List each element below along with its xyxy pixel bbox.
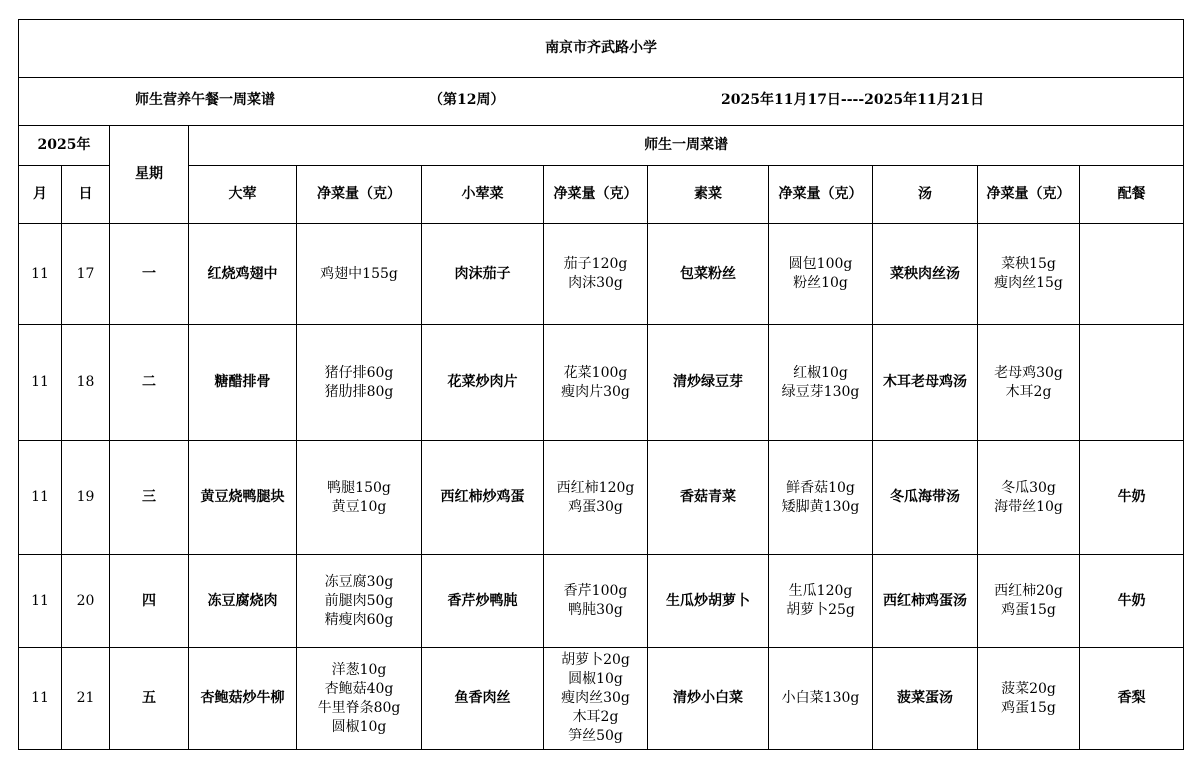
small-meat-qty-cell-line: 木耳2g [572, 709, 619, 725]
main-meat-qty-cell-line: 洋葱10g [331, 661, 387, 678]
veg-cell: 香菇青菜 [648, 441, 769, 555]
table-row [19, 325, 1184, 441]
week-number: （第12周） [429, 92, 505, 108]
soup-qty-cell [978, 441, 1080, 555]
small-meat-qty-cell-line: 鸡蛋30g [568, 498, 623, 515]
soup-qty-cell-line: 木耳2g [1005, 383, 1052, 400]
day-cell: 19 [62, 441, 110, 555]
soup-cell: 木耳老母鸡汤 [873, 325, 978, 441]
menu-title: 师生营养午餐一周菜谱 [135, 92, 275, 108]
weekday-cell: 一 [110, 224, 189, 325]
month-cell: 11 [19, 555, 62, 648]
col-header-small-meat-qty: 净菜量（克） [544, 166, 648, 224]
small-meat-qty-cell-line: 西红柿120g [556, 479, 635, 496]
col-header-main-meat: 大荤 [189, 166, 297, 224]
soup-cell: 菠菜蛋汤 [873, 648, 978, 750]
small-meat-cell: 肉沫茄子 [422, 224, 544, 325]
header-row-1 [19, 126, 1184, 166]
col-header-soup: 汤 [873, 166, 978, 224]
small-meat-qty-cell [544, 224, 648, 325]
main-meat-qty-cell-line: 杏鲍菇40g [324, 680, 394, 697]
veg-qty-cell [769, 648, 873, 750]
main-meat-cell: 杏鲍菇炒牛柳 [189, 648, 297, 750]
month-cell: 11 [19, 224, 62, 325]
side-dish-cell: 牛奶 [1080, 441, 1184, 555]
soup-qty-cell [978, 325, 1080, 441]
side-dish-cell [1080, 325, 1184, 441]
veg-qty-cell-line: 红椒10g [793, 364, 848, 381]
veg-qty-cell-line: 胡萝卜25g [786, 602, 855, 618]
month-cell: 11 [19, 648, 62, 750]
school-row [19, 20, 1184, 78]
small-meat-qty-cell-line: 笋丝50g [568, 728, 623, 744]
soup-qty-cell [978, 555, 1080, 648]
col-header-soup-qty: 净菜量（克） [978, 166, 1080, 224]
veg-qty-cell-line: 鲜香菇10g [786, 479, 855, 496]
weekday-cell: 三 [110, 441, 189, 555]
veg-cell: 清炒小白菜 [648, 648, 769, 750]
day-cell: 20 [62, 555, 110, 648]
col-header-side: 配餐 [1080, 166, 1184, 224]
soup-qty-cell-line: 海带丝10g [994, 498, 1063, 515]
main-meat-qty-cell-line: 鸡翅中155g [320, 265, 398, 282]
small-meat-cell: 花菜炒肉片 [422, 325, 544, 441]
col-header-veg-qty: 净菜量（克） [769, 166, 873, 224]
veg-qty-cell [769, 224, 873, 325]
soup-qty-cell-line: 鸡蛋15g [1001, 602, 1056, 618]
veg-cell: 清炒绿豆芽 [648, 325, 769, 441]
side-dish-cell: 香梨 [1080, 648, 1184, 750]
main-meat-qty-cell-line: 黄豆10g [331, 498, 387, 515]
subtitle-row [19, 78, 1184, 126]
veg-qty-cell-line: 生瓜120g [788, 583, 853, 599]
soup-cell: 西红柿鸡蛋汤 [873, 555, 978, 648]
main-meat-qty-cell [297, 648, 422, 750]
main-meat-qty-cell-line: 牛里脊条80g [317, 699, 401, 716]
col-header-main-meat-qty: 净菜量（克） [297, 166, 422, 224]
small-meat-cell: 鱼香肉丝 [422, 648, 544, 750]
small-meat-qty-cell-line: 胡萝卜20g [561, 652, 630, 668]
col-header-small-meat: 小荤菜 [422, 166, 544, 224]
main-meat-cell: 糖醋排骨 [189, 325, 297, 441]
side-dish-cell [1080, 224, 1184, 325]
date-range: 2025年11月17日----2025年11月21日 [721, 92, 985, 108]
main-meat-qty-cell [297, 325, 422, 441]
veg-qty-cell [769, 441, 873, 555]
soup-qty-cell [978, 648, 1080, 750]
veg-qty-cell-line: 小白菜130g [781, 690, 860, 706]
soup-qty-cell-line: 菠菜20g [1001, 680, 1056, 697]
small-meat-qty-cell-line: 瘦肉片30g [561, 383, 630, 400]
small-meat-qty-cell-line: 圆椒10g [568, 671, 623, 687]
main-meat-qty-cell [297, 224, 422, 325]
soup-qty-cell-line: 西红柿20g [994, 583, 1063, 599]
day-header: 日 [62, 166, 110, 224]
subtitle-cell [19, 78, 1184, 126]
small-meat-cell: 香芹炒鸭肫 [422, 555, 544, 648]
soup-cell: 冬瓜海带汤 [873, 441, 978, 555]
veg-qty-cell-line: 圆包100g [788, 256, 853, 272]
main-meat-qty-cell [297, 441, 422, 555]
year-header: 2025年 [19, 126, 110, 166]
day-cell: 21 [62, 648, 110, 750]
soup-qty-cell-line: 鸡蛋15g [1001, 699, 1056, 716]
table-row [19, 441, 1184, 555]
table-row [19, 555, 1184, 648]
weekday-header: 星期 [110, 126, 189, 224]
main-meat-qty-cell-line: 冻豆腐30g [324, 573, 394, 590]
veg-qty-cell [769, 325, 873, 441]
small-meat-qty-cell-line: 香芹100g [563, 583, 628, 599]
small-meat-qty-cell-line: 茄子120g [563, 256, 628, 272]
main-meat-qty-cell-line: 猪仔排60g [324, 364, 394, 381]
soup-qty-cell-line: 老母鸡30g [994, 364, 1063, 381]
table-row [19, 648, 1184, 750]
veg-qty-cell-line: 粉丝10g [793, 275, 848, 291]
soup-cell: 菜秧肉丝汤 [873, 224, 978, 325]
small-meat-qty-cell [544, 325, 648, 441]
weekly-menu-header: 师生一周菜谱 [189, 126, 1184, 166]
month-cell: 11 [19, 325, 62, 441]
main-meat-qty-cell [297, 555, 422, 648]
main-meat-qty-cell-line: 鸭腿150g [327, 479, 391, 496]
table-row [19, 224, 1184, 325]
small-meat-qty-cell [544, 555, 648, 648]
small-meat-qty-cell-line: 鸭肫30g [568, 602, 623, 618]
veg-cell: 生瓜炒胡萝卜 [648, 555, 769, 648]
veg-qty-cell [769, 555, 873, 648]
main-meat-qty-cell-line: 圆椒10g [331, 718, 387, 735]
weekly-menu-table [18, 19, 1184, 750]
day-cell: 18 [62, 325, 110, 441]
weekday-cell: 二 [110, 325, 189, 441]
school-name: 南京市齐武路小学 [19, 20, 1184, 78]
soup-qty-cell-line: 冬瓜30g [1001, 479, 1056, 496]
soup-qty-cell [978, 224, 1080, 325]
small-meat-qty-cell [544, 648, 648, 750]
veg-qty-cell-line: 矮脚黄130g [781, 498, 860, 515]
main-meat-cell: 红烧鸡翅中 [189, 224, 297, 325]
side-dish-cell: 牛奶 [1080, 555, 1184, 648]
veg-cell: 包菜粉丝 [648, 224, 769, 325]
small-meat-qty-cell-line: 花菜100g [563, 364, 628, 381]
main-meat-cell: 黄豆烧鸭腿块 [189, 441, 297, 555]
col-header-veg: 素菜 [648, 166, 769, 224]
main-meat-cell: 冻豆腐烧肉 [189, 555, 297, 648]
month-header: 月 [19, 166, 62, 224]
main-meat-qty-cell-line: 猪肋排80g [324, 383, 394, 400]
small-meat-cell: 西红柿炒鸡蛋 [422, 441, 544, 555]
small-meat-qty-cell [544, 441, 648, 555]
day-cell: 17 [62, 224, 110, 325]
main-meat-qty-cell-line: 精瘦肉60g [324, 611, 394, 628]
menu-body [19, 224, 1184, 750]
weekday-cell: 四 [110, 555, 189, 648]
small-meat-qty-cell-line: 瘦肉丝30g [561, 690, 630, 706]
month-cell: 11 [19, 441, 62, 555]
header-row-2 [19, 166, 1184, 224]
weekday-cell: 五 [110, 648, 189, 750]
soup-qty-cell-line: 菜秧15g [1001, 256, 1056, 272]
soup-qty-cell-line: 瘦肉丝15g [994, 275, 1063, 291]
veg-qty-cell-line: 绿豆芽130g [781, 383, 860, 400]
main-meat-qty-cell-line: 前腿肉50g [324, 592, 394, 609]
small-meat-qty-cell-line: 肉沫30g [568, 275, 623, 291]
